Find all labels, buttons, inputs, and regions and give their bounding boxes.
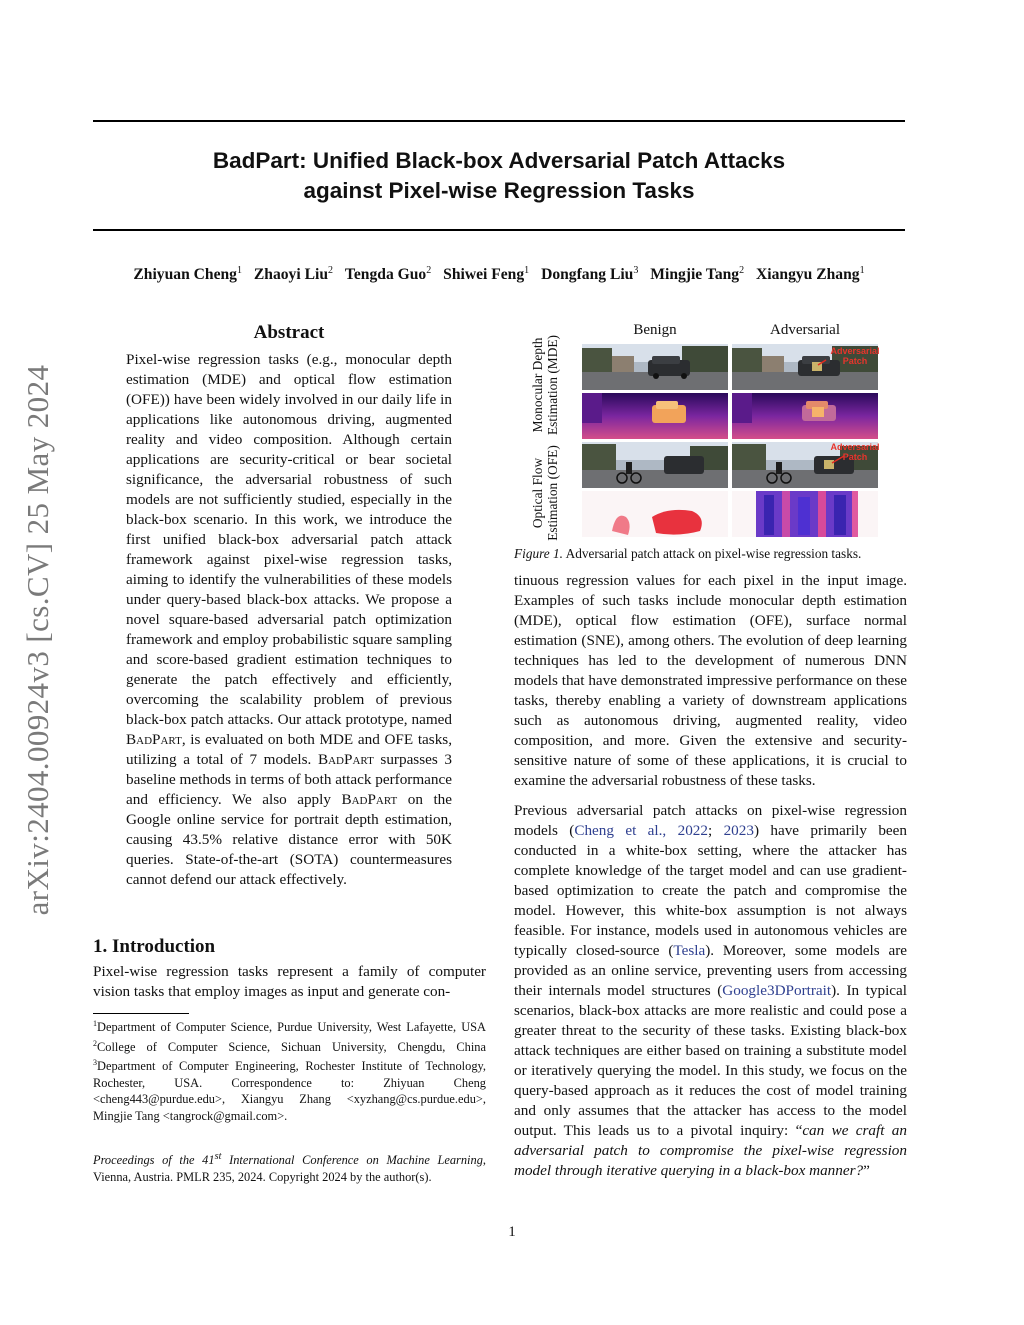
abstract-body: Pixel-wise regression tasks (e.g., monocular depth estimation (MDE) and optical flow estimation (OFE)) have been widely involved in our daily life in applications like autonomous driving, augmented reality and video composition. Although certain applications are security-critical or bear societal significance, the adversarial robustness of such models are not sufficiently studied, especially in the black-box scenario. In this work, we introduce the first unified black-box adversarial patch attack framework against pixel-wise regression tasks, aiming to identify the vulnerabilities of these models under query-based black-box attacks. We propose a novel square-based adversarial patch optimization framework and employ probabilistic square sampling and score-based gradient estimation techniques to generate the patch effectively and efficiently, overcoming the scalability problem of previous black-box patch attacks. Our attack prototype, named BadPart, is evaluated on both MDE and OFE tasks, utilizing a total of 7 models. BadPart surpasses 3 baseline methods in terms of both attack performance and efficiency. We also apply BadPart on the Google online service for portrait depth estimation, causing 43.5% relative distance error with 50K queries. State-of-the-art (SOTA) countermeasures cannot defend our attack effectively.	[126, 351, 452, 888]
title-line-1: BadPart: Unified Black-box Adversarial Patch Attacks	[212, 148, 786, 173]
proceedings-note: Proceedings of the 41st International Conference on Machine Learning, Vienna, Austria. PMLR 235, 2024. Copyright 2024 by the author(s).	[93, 1151, 486, 1184]
right-column-paragraph-2: Previous adversarial patch attacks on pixel-wise regression models (Cheng et al., 2022; 2023) have primarily been conducted in a white-box setting, where the attacker has complete knowledge of the target model and can use gradient-based optimization to create the patch and compromise the model. However, this white-box assumption is not always feasible. For instance, models used in autonomous vehicles are typically closed-source (Tesla). Moreover, some models are provided as an online service, preventing users from accessing their internals model structures (Google3DPortrait). In typical scenarios, black-box attacks are more realistic and could pose a greater threat to the security of these tasks. Existing black-box attack techniques are either based on training a substitute model or iteratively querying the model. In this study, we focus on the query-based approach as it reduces the cost of model training and only assumes that the attacker has access to the model output. This leads us to a pivotal inquiry: “can we craft an adversarial patch to compromise the pixel-wise regression model through iterative querying in a black-box manner?”	[514, 802, 907, 1179]
citation-cheng-2023[interactable]: 2023	[723, 822, 754, 839]
arxiv-stamp: arXiv:2404.00924v3 [cs.CV] 25 May 2024	[20, 364, 55, 916]
mde-adversarial-depth-map	[732, 393, 878, 439]
footnote-rule	[93, 1013, 189, 1014]
row-ofe-label: Optical Flow Estimation (OFE)	[530, 445, 560, 541]
abstract-heading: Abstract	[253, 322, 325, 343]
author: Shiwei Feng$^1$	[443, 265, 530, 284]
citation-cheng-2022[interactable]: Cheng et al., 2022	[574, 822, 708, 839]
column-adversarial-label: Adversarial	[770, 322, 840, 338]
page-number: 1	[508, 1224, 516, 1240]
author: Mingjie Tang$^2$	[650, 265, 745, 284]
row-mde-label: Monocular Depth Estimation (MDE)	[530, 334, 560, 436]
ofe-benign-flow-map	[582, 491, 728, 537]
intro-heading: 1. Introduction	[93, 936, 216, 957]
mde-benign-depth-map	[582, 393, 728, 439]
author: Xiangyu Zhang$^1$	[756, 265, 865, 284]
mde-benign-scene-image	[582, 344, 728, 390]
ofe-adversarial-flow-map	[732, 491, 878, 537]
right-column-paragraph-1: tinuous regression values for each pixel in the input image. Examples of such tasks include monocular depth estimation (MDE), optical flow estimation (OFE), surface normal estimation (SNE), among others. The evolution of deep learning techniques has led to the development of numerous DNN models that have demonstrated impressive performance on these tasks, thereby enabling a variety of downstream applications such as autonomous driving, augmented reality, video composition, and more. Given the extensive and security-sensitive nature of some of these applications, it is crucial to examine the adversarial robustness of these tasks.	[514, 572, 907, 789]
figure-1	[528, 322, 888, 546]
title-line-2: against Pixel-wise Regression Tasks	[303, 178, 695, 203]
author: Zhaoyi Liu$^2$	[253, 265, 333, 284]
figure-1-caption: Figure 1. Adversarial patch attack on pixel-wise regression tasks.	[514, 546, 862, 561]
intro-text: Pixel-wise regression tasks represent a family of computer vision tasks that employ images as input and generate con-	[93, 963, 486, 1000]
patch-annotation-ofe: Adversarial Patch	[830, 442, 880, 462]
citation-tesla[interactable]: Tesla	[673, 942, 706, 959]
citation-google3dportrait[interactable]: Google3DPortrait	[722, 982, 832, 999]
title-bottom-rule	[93, 229, 905, 231]
author-list	[93, 265, 905, 284]
ofe-benign-scene-image	[582, 442, 728, 488]
paper-title	[93, 146, 905, 206]
author: Dongfang Liu$^3$	[541, 265, 639, 284]
author: Zhiyuan Cheng$^1$	[133, 265, 242, 284]
column-benign-label: Benign	[633, 322, 677, 338]
title-top-rule	[93, 120, 905, 122]
author: Tengda Guo$^2$	[344, 265, 432, 284]
affiliations-footnote: $^1$Department of Computer Science, Purdue University, West Lafayette, USA $^2$College of Computer Science, Sichuan University, Chengdu, China $^3$Department of Computer Engineering, Rochester Institute of Technology, Rochester, USA. Correspondence to: Zhiyuan Cheng <cheng443@purdue.edu>, Xiangyu Zhang <xyzhang@cs.purdue.edu>, Mingjie Tang <tangrock@gmail.com>.	[93, 1019, 486, 1123]
patch-annotation-mde: Adversarial Patch	[830, 346, 880, 366]
